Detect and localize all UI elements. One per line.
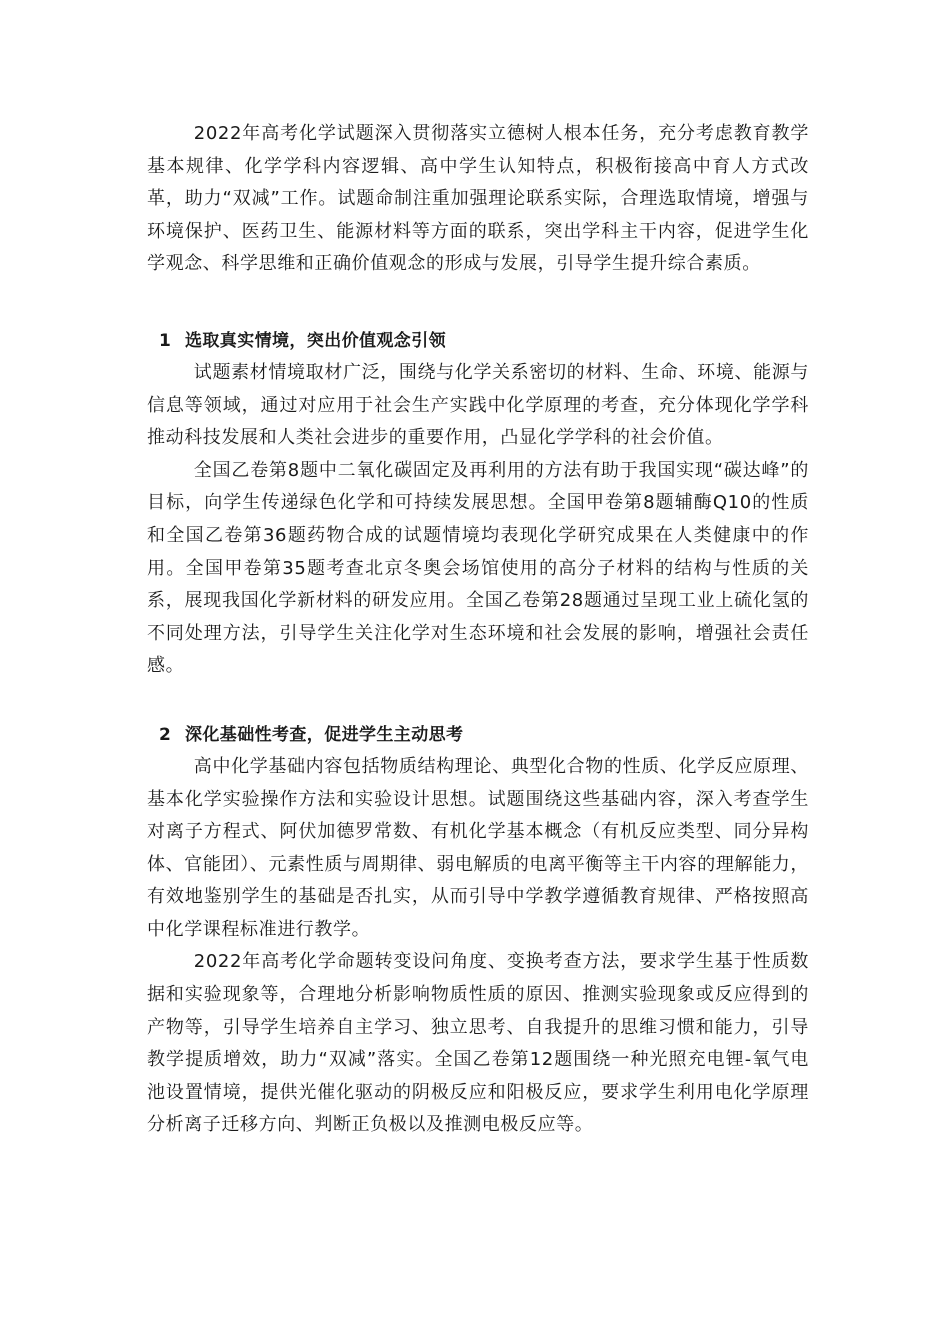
section-2-paragraph-1: 高中化学基础内容包括物质结构理论、典型化合物的性质、化学反应原理、基本化学实验操作方法和实验设计思想。试题围绕这些基础内容，深入考查学生对离子方程式、阿伏加德罗常数、有机化学基本概念（有机反应类型、同分异构体、官能团）、元素性质与周期律、弱电解质的电离平衡等主干内容的理解能力，有效地鉴别学生的基础是否扎实，从而引导中学教学遵循教育规律、严格按照高中化学课程标准进行教学。: [147, 755, 809, 940]
section-1-number: 1: [159, 330, 172, 351]
section-2-paragraph-2: 2022年高考化学命题转变设问角度、变换考查方法，要求学生基于性质数据和实验现象等，合理地分析影响物质性质的原因、推测实验现象或反应得到的产物等，引导学生培养自主学习、独立思考、自我提升的思维习惯和能力，引导教学提质增效，助力“双减”落实。全国乙卷第12题围绕一种光照充电锂-氧气电池设置情境，提供光催化驱动的阴极反应和阳极反应，要求学生利用电化学原理分析离子迁移方向、判断正负极以及推测电极反应等。: [147, 951, 809, 1136]
section-1-paragraph-1: 试题素材情境取材广泛，围绕与化学关系密切的材料、生命、环境、能源与信息等领域，通过对应用于社会生产实践中化学原理的考查，充分体现化学学科推动科技发展和人类社会进步的重要作用，凸显化学学科的社会价值。: [147, 361, 809, 449]
section-1-heading: [147, 325, 809, 357]
section-2-number: 2: [159, 724, 172, 745]
section-2-title: 深化基础性考查，促进学生主动思考: [185, 724, 464, 745]
section-1-paragraph-2: 全国乙卷第8题中二氧化碳固定及再利用的方法有助于我国实现“碳达峰”的目标，向学生传递绿色化学和可持续发展思想。全国甲卷第8题辅酶Q10的性质和全国乙卷第36题药物合成的试题情境均表现化学研究成果在人类健康中的作用。全国甲卷第35题考查北京冬奥会场馆使用的高分子材料的结构与性质的关系，展现我国化学新材料的研发应用。全国乙卷第28题通过呈现工业上硫化氢的不同处理方法，引导学生关注化学对生态环境和社会发展的影响，增强社会责任感。: [147, 459, 809, 677]
section-2-heading: [147, 719, 809, 751]
document-body: [147, 118, 809, 1142]
section-1-title: 选取真实情境，突出价值观念引领: [185, 330, 446, 351]
spacer: [147, 281, 809, 325]
spacer: [147, 683, 809, 719]
intro-paragraph: 2022年高考化学试题深入贯彻落实立德树人根本任务，充分考虑教育教学基本规律、化学学科内容逻辑、高中学生认知特点，积极衔接高中育人方式改革，助力“双减”工作。试题命制注重加强理论联系实际，合理选取情境，增强与环境保护、医药卫生、能源材料等方面的联系，突出学科主干内容，促进学生化学观念、科学思维和正确价值观念的形成与发展，引导学生提升综合素质。: [147, 123, 809, 275]
